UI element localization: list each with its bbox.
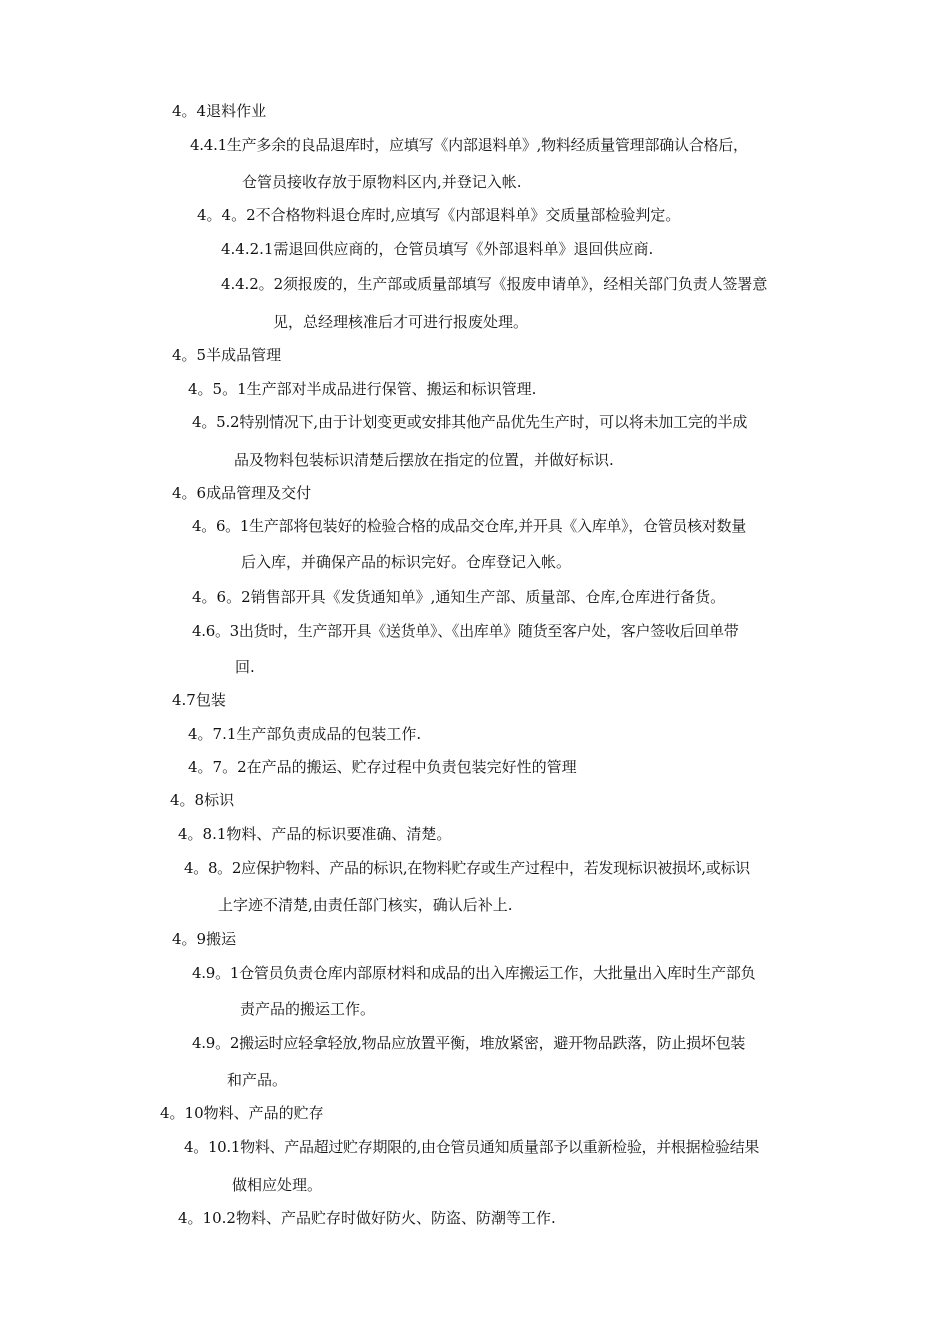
paragraph-line: 4.4.2.1需退回供应商的，仓管员填写《外部退料单》退回供应商. [221, 240, 654, 258]
paragraph-line: 4.9。2搬运时应轻拿轻放,物品应放置平衡，堆放紧密，避开物品跌落，防止损坏包装 [192, 1034, 746, 1052]
paragraph-line: 4。5。1生产部对半成品进行保管、搬运和标识管理. [188, 380, 537, 398]
paragraph-line: 上字迹不清楚,由责任部门核实，确认后补上. [218, 896, 513, 914]
paragraph-line: 仓管员接收存放于原物料区内,并登记入帐. [242, 173, 522, 191]
paragraph-line: 回. [235, 658, 255, 676]
paragraph-line: 4。4。2不合格物料退仓库时,应填写《内部退料单》交质量部检验判定。 [197, 206, 681, 224]
paragraph-line: 4。8。2应保护物料、产品的标识,在物料贮存或生产过程中，若发现标识被损坏,或标识 [184, 859, 750, 877]
paragraph-line: 4.4.1生产多余的良品退库时，应填写《内部退料单》,物料经质量管理部确认合格后， [190, 136, 748, 154]
paragraph-line: 和产品。 [227, 1071, 288, 1089]
paragraph-line: 4。6。1生产部将包装好的检验合格的成品交仓库,并开具《入库单》，仓管员核对数量 [192, 517, 746, 535]
section-heading: 4。6成品管理及交付 [172, 484, 312, 502]
paragraph-line: 4。7。2在产品的搬运、贮存过程中负责包装完好性的管理 [188, 758, 577, 776]
section-heading: 4。4退料作业 [172, 102, 267, 120]
paragraph-line: 4.4.2。2须报废的，生产部或质量部填写《报废申请单》，经相关部门负责人签署意 [221, 275, 768, 293]
section-heading: 4。9搬运 [172, 930, 237, 948]
paragraph-line: 4。7.1生产部负责成品的包装工作. [188, 725, 422, 743]
section-heading: 4。5半成品管理 [172, 346, 282, 364]
paragraph-line: 见，总经理核准后才可进行报废处理。 [273, 313, 529, 331]
paragraph-line: 4。5.2特别情况下,由于计划变更或安排其他产品优先生产时，可以将未加工完的半成 [192, 413, 748, 431]
section-heading: 4。10物料、产品的贮存 [160, 1104, 324, 1122]
paragraph-line: 4。6。2销售部开具《发货通知单》,通知生产部、质量部、仓库,仓库进行备货。 [192, 588, 726, 606]
paragraph-line: 后入库，并确保产品的标识完好。仓库登记入帐。 [241, 553, 572, 571]
paragraph-line: 责产品的搬运工作。 [240, 1000, 376, 1018]
paragraph-line: 4。10.1物料、产品超过贮存期限的,由仓管员通知质量部予以重新检验，并根据检验结果 [184, 1138, 760, 1156]
paragraph-line: 品及物料包装标识清楚后摆放在指定的位置，并做好标识. [234, 451, 614, 469]
section-heading: 4。8标识 [170, 791, 235, 809]
paragraph-line: 4。8.1物料、产品的标识要准确、清楚。 [178, 825, 452, 843]
section-heading: 4.7包装 [172, 691, 226, 709]
paragraph-line: 4.9。1仓管员负责仓库内部原材料和成品的出入库搬运工作，大批量出入库时生产部负 [192, 964, 756, 982]
paragraph-line: 4.6。3出货时，生产部开具《送货单》、《出库单》随货至客户处，客户签收后回单带 [192, 622, 739, 640]
paragraph-line: 做相应处理。 [232, 1176, 323, 1194]
paragraph-line: 4。10.2物料、产品贮存时做好防火、防盗、防潮等工作. [178, 1209, 556, 1227]
